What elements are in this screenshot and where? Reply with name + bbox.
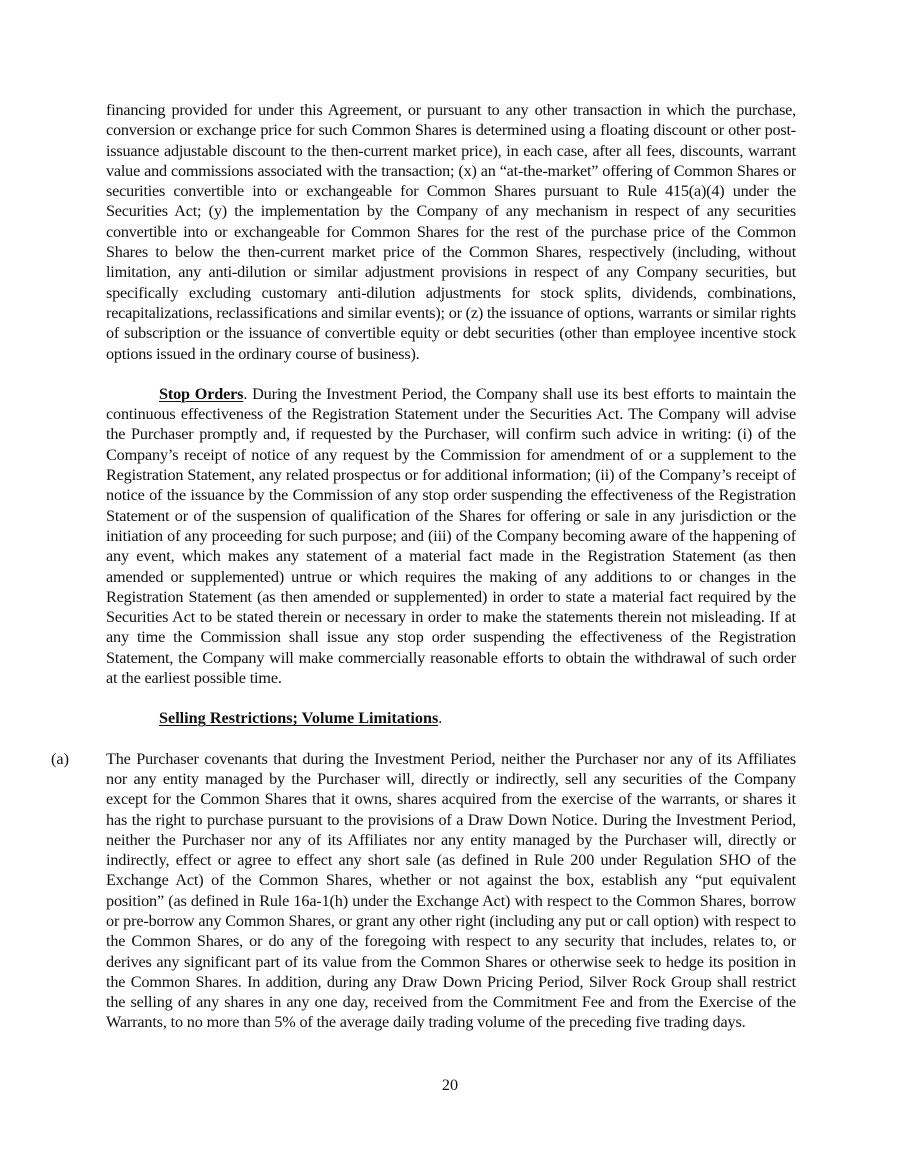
selling-restrictions-heading: Selling Restrictions; Volume Limitations bbox=[159, 709, 439, 728]
stop-orders-section bbox=[106, 384, 796, 688]
list-item-marker: (a) bbox=[51, 749, 69, 768]
paragraph-spacer bbox=[106, 364, 796, 384]
continuation-paragraph: financing provided for under this Agreement, or pursuant to any other transaction in which the purchase, conversion or exchange price for such Common Shares is determined using a floating discount or other post-issuance adjustable discount to the then-current market price), in each case, after all fees, discounts, warrant value and commissions associated with the transaction; (x) an “at-the-market” offering of Common Shares or securities convertible into or exchangeable for Common Shares pursuant to Rule 415(a)(4) under the Securities Act; (y) the implementation by the Company of any mechanism in respect of any securities convertible into or exchangeable for Common Shares for the rest of the purchase price of the Common Shares to below the then-current market price of the Common Shares, respectively (including, without limitation, any anti-dilution or similar adjustment provisions in respect of any Company securities, but specifically excluding customary anti-dilution adjustments for stock splits, dividends, combinations, recapitalizations, reclassifications and similar events); or (z) the issuance of options, warrants or similar rights of subscription or the issuance of convertible equity or debt securities (other than employee incentive stock options issued in the ordinary course of business). bbox=[106, 101, 796, 363]
list-item-text: The Purchaser covenants that during the Investment Period, neither the Purchaser nor any of its Affiliates nor any entity managed by the Purchaser will, directly or indirectly, sell any securities of the Company except for the Common Shares that it owns, shares acquired from the exercise of the warrants, or shares it has the right to purchase pursuant to the provisions of a Draw Down Notice. During the Investment Period, neither the Purchaser nor any of its Affiliates nor any entity managed by the Purchaser will, directly or indirectly, effect or agree to effect any short sale (as defined in Rule 200 under Regulation SHO of the Exchange Act) of the Common Shares, whether or not against the box, establish any “put equivalent position” (as defined in Rule 16a-1(h) under the Exchange Act) with respect to the Common Shares, borrow or pre-borrow any Common Shares, or grant any other right (including any put or call option) with respect to the Common Shares, or do any of the foregoing with respect to any security that includes, relates to, or derives any significant part of its value from the Common Shares or otherwise seek to hedge its position in the Common Shares. In addition, during any Draw Down Pricing Period, Silver Rock Group shall restrict the selling of any shares in any one day, received from the Commitment Fee and from the Exercise of the Warrants, to no more than 5% of the average daily trading volume of the preceding five trading days. bbox=[106, 749, 796, 1032]
stop-orders-heading: Stop Orders bbox=[159, 384, 244, 403]
stop-orders-heading-punct: . bbox=[243, 384, 248, 403]
document-page bbox=[51, 100, 796, 1033]
paragraph-spacer bbox=[106, 688, 796, 708]
page-number: 20 bbox=[441, 1076, 459, 1094]
list-item-a bbox=[51, 749, 796, 1033]
stop-orders-body: During the Investment Period, the Company shall use its best efforts to maintain the continuous effectiveness of the Registration Statement under the Securities Act. The Company will advise the Purchaser promptly and, if requested by the Purchaser, will confirm such advice in writing: (i) of the Company’s receipt of notice of any request by the Commission for amendment of or a supplement to the Registration Statement, any related prospectus or for additional information; (ii) of the Company’s receipt of notice of the issuance by the Commission of any stop order suspending the effectiveness of the Registration Statement or of the suspension of qualification of the Shares for offering or sale in any jurisdiction or the initiation of any proceeding for such purpose; and (iii) of the Company becoming aware of the happening of any event, which makes any statement of a material fact made in the Registration Statement (as then amended or supplemented) untrue or which requires the making of any additions to or changes in the Registration Statement (as then amended or supplemented) in order to state a material fact required by the Securities Act to be stated therein or necessary in order to make the statements therein not misleading. If at any time the Commission shall issue any stop order suspending the effectiveness of the Registration Statement, the Company will make commercially reasonable efforts to obtain the withdrawal of such order at the earliest possible time. bbox=[106, 384, 796, 688]
selling-restrictions-heading-line bbox=[106, 708, 796, 728]
selling-restrictions-heading-punct: . bbox=[438, 709, 443, 728]
paragraph-spacer bbox=[106, 729, 796, 749]
